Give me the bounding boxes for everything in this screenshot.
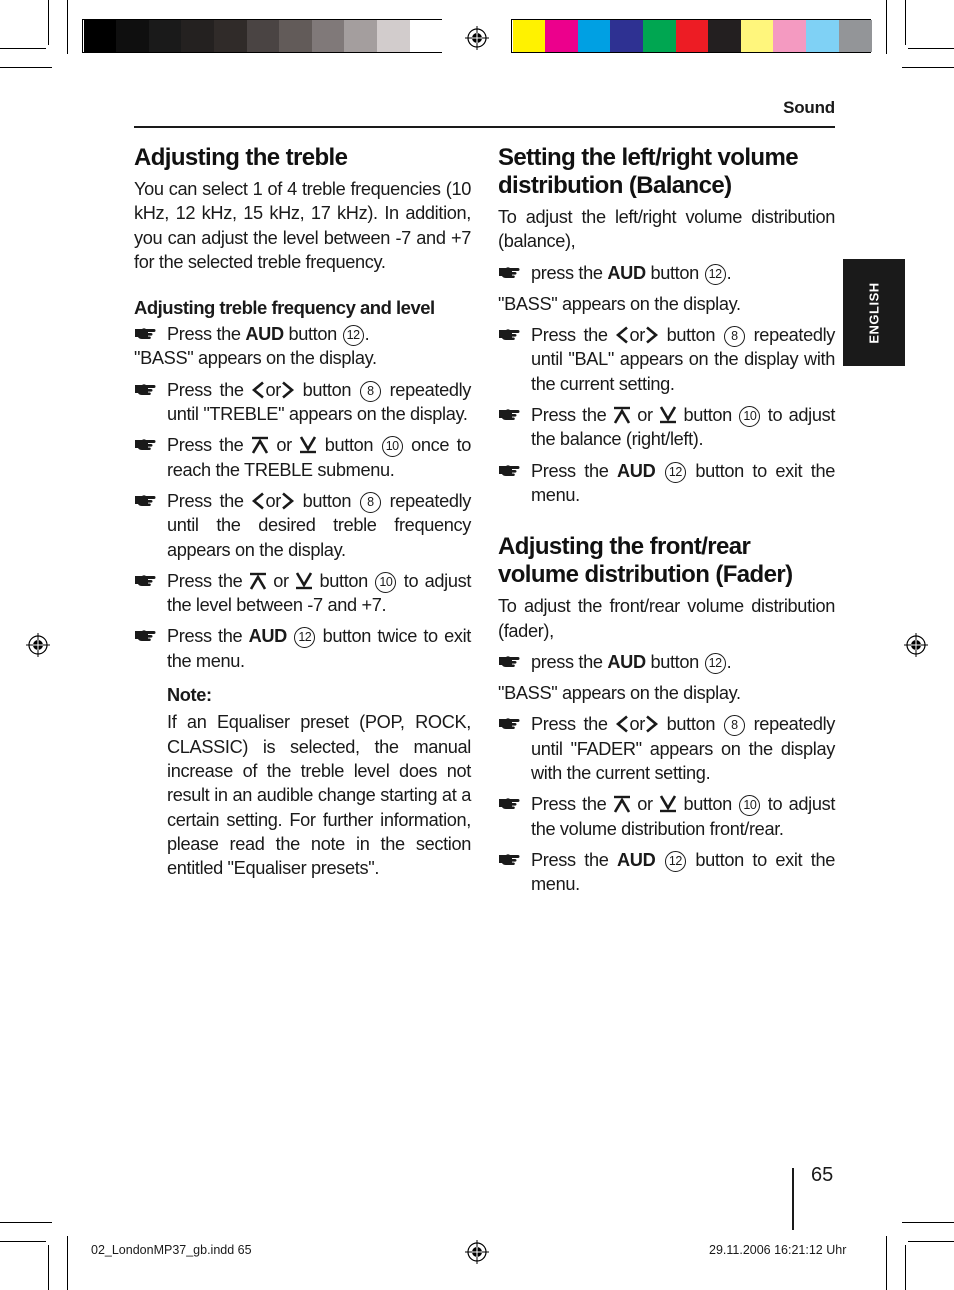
down-arrow-button-icon <box>659 406 677 424</box>
instruction-step: Press the or button 8 repeatedly until "FADER" appears on the display with the current setting. <box>498 712 835 785</box>
instruction-step: Press the or button 10 to adjust the balance (right/left). <box>498 403 835 452</box>
chevron-right-icon <box>645 326 659 344</box>
instruction-step: Press the AUD 12 button to exit the menu. <box>498 459 835 508</box>
section-title-balance: Setting the left/right volume distribution (Balance) <box>498 144 798 199</box>
crop-mark <box>886 0 887 54</box>
pointing-hand-icon <box>134 628 156 642</box>
pointing-hand-icon <box>134 493 156 507</box>
pointing-hand-icon <box>134 326 156 340</box>
pointing-hand-icon <box>498 852 520 866</box>
up-arrow-button-icon <box>249 572 267 590</box>
crop-mark <box>905 0 906 45</box>
color-swatch <box>676 20 709 52</box>
crop-mark <box>0 1241 46 1242</box>
chevron-left-icon <box>615 715 629 733</box>
chevron-left-icon <box>615 326 629 344</box>
button-number-12: 12 <box>705 653 726 674</box>
header-rule <box>134 126 835 128</box>
crop-mark <box>886 1236 887 1290</box>
chevron-left-icon <box>251 492 265 510</box>
display-message: "BASS" appears on the display. <box>134 348 377 369</box>
note-text: If an Equaliser preset (POP, ROCK, CLASSIC) is selected, the manual increase of the treble level does not result in an audible change starting at a certain setting. For further information, please read the note in the section entitled "Equaliser presets". <box>167 712 471 879</box>
color-swatch <box>610 20 643 52</box>
color-swatch <box>377 20 410 52</box>
crop-mark <box>908 1241 954 1242</box>
registration-mark-icon <box>26 633 50 657</box>
crop-mark <box>0 1222 52 1223</box>
button-number-12: 12 <box>665 851 686 872</box>
running-header-title: Sound <box>783 98 835 117</box>
instruction-step: press the AUD button 12 . <box>498 261 835 285</box>
color-swatch <box>839 20 872 52</box>
aud-button-label: AUD <box>248 626 287 647</box>
color-swatch <box>181 20 214 52</box>
color-swatch <box>545 20 578 52</box>
page-number: 65 <box>811 1164 834 1186</box>
down-arrow-button-icon <box>295 572 313 590</box>
color-swatch <box>708 20 741 52</box>
crop-mark <box>67 0 68 54</box>
color-swatch <box>116 20 149 52</box>
down-arrow-button-icon <box>299 436 317 454</box>
crop-mark <box>48 1245 49 1290</box>
color-swatch <box>312 20 345 52</box>
button-number-10: 10 <box>739 795 760 816</box>
note-title: Note: <box>167 685 212 706</box>
page-number-rule <box>792 1168 794 1230</box>
crop-mark <box>902 67 954 68</box>
instruction-step: Press the or button 8 repeatedly until "BAL" appears on the display with the current setting. <box>498 323 835 396</box>
note-box <box>134 683 471 880</box>
aud-button-label: AUD <box>617 460 656 481</box>
chevron-right-icon <box>281 492 295 510</box>
color-swatch <box>247 20 280 52</box>
pointing-hand-icon <box>498 327 520 341</box>
color-swatch <box>214 20 247 52</box>
instruction-step: press the AUD button 12 . <box>498 650 835 674</box>
pointing-hand-icon <box>498 407 520 421</box>
button-number-10: 10 <box>739 406 760 427</box>
color-swatch <box>741 20 774 52</box>
section-title-treble: Adjusting the treble <box>134 144 348 171</box>
pointing-hand-icon <box>498 265 520 279</box>
subheading-treble-frequency: Adjusting treble frequency and level <box>134 297 435 319</box>
crop-mark <box>67 1236 68 1290</box>
pointing-hand-icon <box>498 796 520 810</box>
left-column <box>134 144 471 880</box>
aud-button-label: AUD <box>245 324 284 345</box>
chevron-right-icon <box>281 381 295 399</box>
pointing-hand-icon <box>134 573 156 587</box>
button-number-10: 10 <box>382 436 403 457</box>
chevron-left-icon <box>251 381 265 399</box>
button-number-12: 12 <box>705 264 726 285</box>
up-arrow-button-icon <box>613 795 631 813</box>
button-number-8: 8 <box>724 715 745 736</box>
registration-mark-icon <box>904 633 928 657</box>
print-slug-file: 02_LondonMP37_gb.indd 65 <box>91 1243 252 1257</box>
right-column <box>498 144 835 897</box>
color-swatch <box>344 20 377 52</box>
registration-mark-icon <box>465 1240 489 1264</box>
treble-intro: You can select 1 of 4 treble frequencies (10 kHz, 12 kHz, 15 kHz, 17 kHz). In addition, you can adjust the level between -7 and +7 for the selected treble frequency. <box>134 179 471 272</box>
color-swatch <box>643 20 676 52</box>
button-number-10: 10 <box>375 572 396 593</box>
color-swatch <box>578 20 611 52</box>
button-number-8: 8 <box>360 381 381 402</box>
button-number-8: 8 <box>360 492 381 513</box>
instruction-step: Press the AUD button 12 . <box>134 322 471 346</box>
button-number-8: 8 <box>724 326 745 347</box>
instruction-step: Press the or button 10 to adjust the volume distribution front/rear. <box>498 792 835 841</box>
balance-intro: To adjust the left/right volume distribution (balance), <box>498 207 835 252</box>
up-arrow-button-icon <box>613 406 631 424</box>
crop-mark <box>908 48 954 49</box>
crop-mark <box>0 48 46 49</box>
aud-button-label: AUD <box>617 849 656 870</box>
display-message: "BASS" appears on the display. <box>498 293 741 314</box>
pointing-hand-icon <box>134 437 156 451</box>
chevron-right-icon <box>645 715 659 733</box>
language-tab <box>843 259 905 366</box>
registration-mark-icon <box>465 26 489 50</box>
up-arrow-button-icon <box>251 436 269 454</box>
aud-button-label: AUD <box>607 262 646 283</box>
display-message: "BASS" appears on the display. <box>498 683 741 704</box>
instruction-step: Press the or button 10 once to reach the TREBLE submenu. <box>134 433 471 482</box>
instruction-step: Press the AUD 12 button twice to exit the menu. <box>134 624 471 673</box>
instruction-step: Press the AUD 12 button to exit the menu. <box>498 848 835 897</box>
color-swatch <box>279 20 312 52</box>
button-number-12: 12 <box>294 627 315 648</box>
down-arrow-button-icon <box>659 795 677 813</box>
color-swatch <box>149 20 182 52</box>
aud-button-label: AUD <box>607 651 646 672</box>
instruction-step: Press the or button 8 repeatedly until "TREBLE" appears on the display. <box>134 378 471 427</box>
color-swatch <box>410 20 443 52</box>
instruction-step: Press the or button 8 repeatedly until the desired treble frequency appears on the display. <box>134 489 471 562</box>
crop-mark <box>0 67 52 68</box>
pointing-hand-icon <box>498 716 520 730</box>
color-swatch <box>773 20 806 52</box>
color-swatch <box>806 20 839 52</box>
button-number-12: 12 <box>343 325 364 346</box>
crop-mark <box>48 0 49 45</box>
pointing-hand-icon <box>498 654 520 668</box>
crop-mark <box>905 1245 906 1290</box>
instruction-step: Press the or button 10 to adjust the level between -7 and +7. <box>134 569 471 618</box>
pointing-hand-icon <box>134 382 156 396</box>
pointing-hand-icon <box>498 463 520 477</box>
fader-intro: To adjust the front/rear volume distribution (fader), <box>498 596 835 641</box>
crop-mark <box>902 1222 954 1223</box>
color-swatch <box>513 20 546 52</box>
section-title-fader: Adjusting the front/rear volume distribution (Fader) <box>498 533 793 589</box>
print-slug-date: 29.11.2006 16:21:12 Uhr <box>709 1243 847 1257</box>
color-swatch <box>84 20 117 52</box>
language-tab-label: ENGLISH <box>866 281 882 344</box>
button-number-12: 12 <box>665 462 686 483</box>
